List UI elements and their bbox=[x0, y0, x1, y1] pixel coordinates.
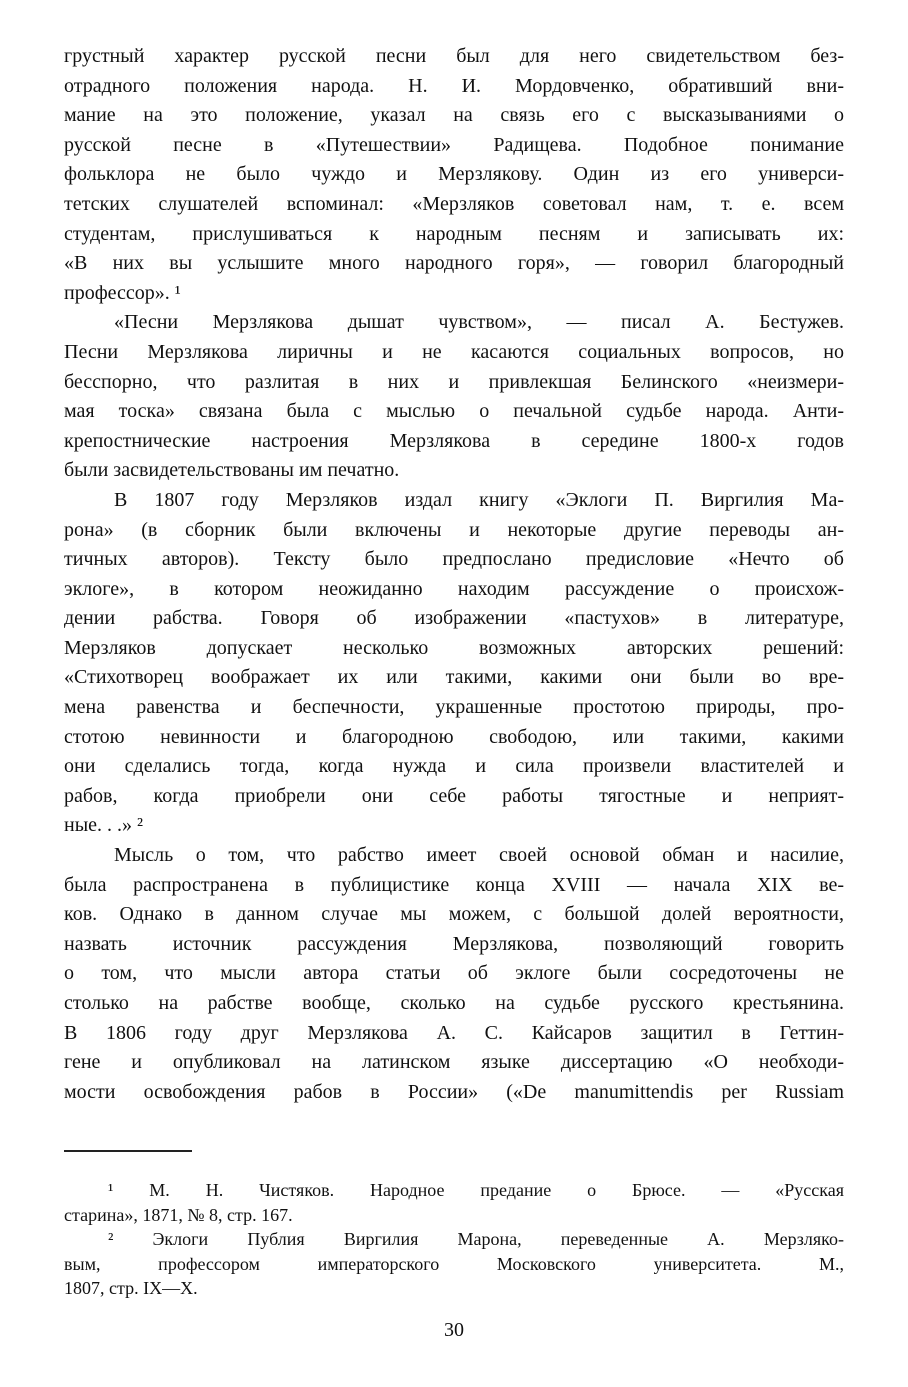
text-line: бесспорно, что разлитая в них и привлекшая Белинского «неизмери- bbox=[64, 370, 844, 393]
text-line: «В них вы услышите много народного горя», — говорил благородный bbox=[64, 252, 844, 275]
text-line: крепостнические настроения Мерзлякова в середине 1800-х годов bbox=[64, 429, 844, 452]
text-line: Мысль о том, что рабство имеет своей основой обман и насилие, bbox=[114, 844, 844, 867]
text-line: фольклора не было чуждо и Мерзлякову. Один из его универси- bbox=[64, 163, 844, 186]
text-line: В 1806 году друг Мерзлякова А. С. Кайсаров защитил в Геттин- bbox=[64, 1021, 844, 1044]
text-line: ные. . .» ² bbox=[64, 814, 144, 837]
footnotes bbox=[64, 1178, 844, 1301]
text-line: была распространена в публицистике конца XVIII — начала XIX ве- bbox=[64, 873, 844, 896]
text-line: мание на это положение, указал на связь его с высказываниями о bbox=[64, 104, 844, 127]
text-line: Мерзляков допускает несколько возможных авторских решений: bbox=[64, 636, 844, 659]
footnote-line: ¹ М. Н. Чистяков. Народное предание о Брюсе. — «Русская bbox=[108, 1180, 844, 1200]
text-line: мена равенства и беспечности, украшенные простотою природы, про- bbox=[64, 696, 844, 719]
text-line: мая тоска» связана была с мыслью о печальной судьбе народа. Анти- bbox=[64, 400, 844, 423]
text-line: грустный характер русской песни был для него свидетельством без- bbox=[64, 45, 844, 67]
text-line: ков. Однако в данном случае мы можем, с большой долей вероятности, bbox=[64, 903, 844, 926]
text-line: стотою невинности и благородною свободою, или такими, какими bbox=[64, 725, 844, 748]
footnote-line: 1807, стр. IX—X. bbox=[64, 1278, 198, 1298]
page-number: 30 bbox=[444, 1319, 464, 1341]
text-line: назвать источник рассуждения Мерзлякова, позволяющий говорить bbox=[64, 932, 844, 955]
text-line: «Песни Мерзлякова дышат чувством», — писал А. Бестужев. bbox=[114, 311, 844, 334]
text-line: гене и опубликовал на латинском языке диссертацию «О необходи- bbox=[64, 1051, 844, 1074]
text-line: Песни Мерзлякова лиричны и не касаются социальных вопросов, но bbox=[64, 340, 844, 363]
footnote-divider bbox=[64, 1150, 192, 1152]
text-line: профессор». ¹ bbox=[64, 281, 181, 304]
text-line: рона» (в сборник были включены и некоторые другие переводы ан- bbox=[64, 518, 844, 541]
text-line: отрадного положения народа. Н. И. Мордовченко, обративший вни- bbox=[64, 74, 844, 97]
main-text bbox=[64, 42, 844, 1107]
footnote-line: вым, профессором императорского Московского университета. М., bbox=[64, 1253, 844, 1274]
text-line: эклоге», в котором неожиданно находим рассуждение о происхож- bbox=[64, 577, 844, 600]
text-line: столько на рабстве вообще, сколько на судьбе русского крестьянина. bbox=[64, 992, 844, 1014]
text-line: рабов, когда приобрели они себе работы тягостные и неприят- bbox=[64, 784, 844, 807]
text-line: тичных авторов). Тексту было предпослано предисловие «Нечто об bbox=[64, 548, 844, 571]
text-line: «Стихотворец воображает их или такими, какими они были во вре- bbox=[64, 666, 844, 689]
text-line: они сделались тогда, когда нужда и сила произвели властителей и bbox=[64, 755, 844, 778]
footnote-line: ² Эклоги Публия Виргилия Марона, переведенные А. Мерзляко- bbox=[108, 1229, 844, 1249]
text-line: В 1807 году Мерзляков издал книгу «Эклоги П. Виргилия Ма- bbox=[114, 488, 844, 511]
text-line: студентам, прислушиваться к народным песням и записывать их: bbox=[64, 222, 844, 245]
text-line: русской песне в «Путешествии» Радищева. Подобное понимание bbox=[64, 133, 844, 156]
text-line: дении рабства. Говоря об изображении «пастухов» в литературе, bbox=[64, 607, 844, 630]
footnote-line: старина», 1871, № 8, стр. 167. bbox=[64, 1204, 293, 1225]
text-line: о том, что мысли автора статьи об эклоге были сосредоточены не bbox=[64, 962, 844, 985]
text-line: тетских слушателей вспоминал: «Мерзляков советовал нам, т. е. всем bbox=[64, 192, 844, 215]
text-line: мости освобождения рабов в России» («De manumittendis per Russiam bbox=[64, 1080, 844, 1103]
text-line: были засвидетельствованы им печатно. bbox=[64, 459, 400, 482]
